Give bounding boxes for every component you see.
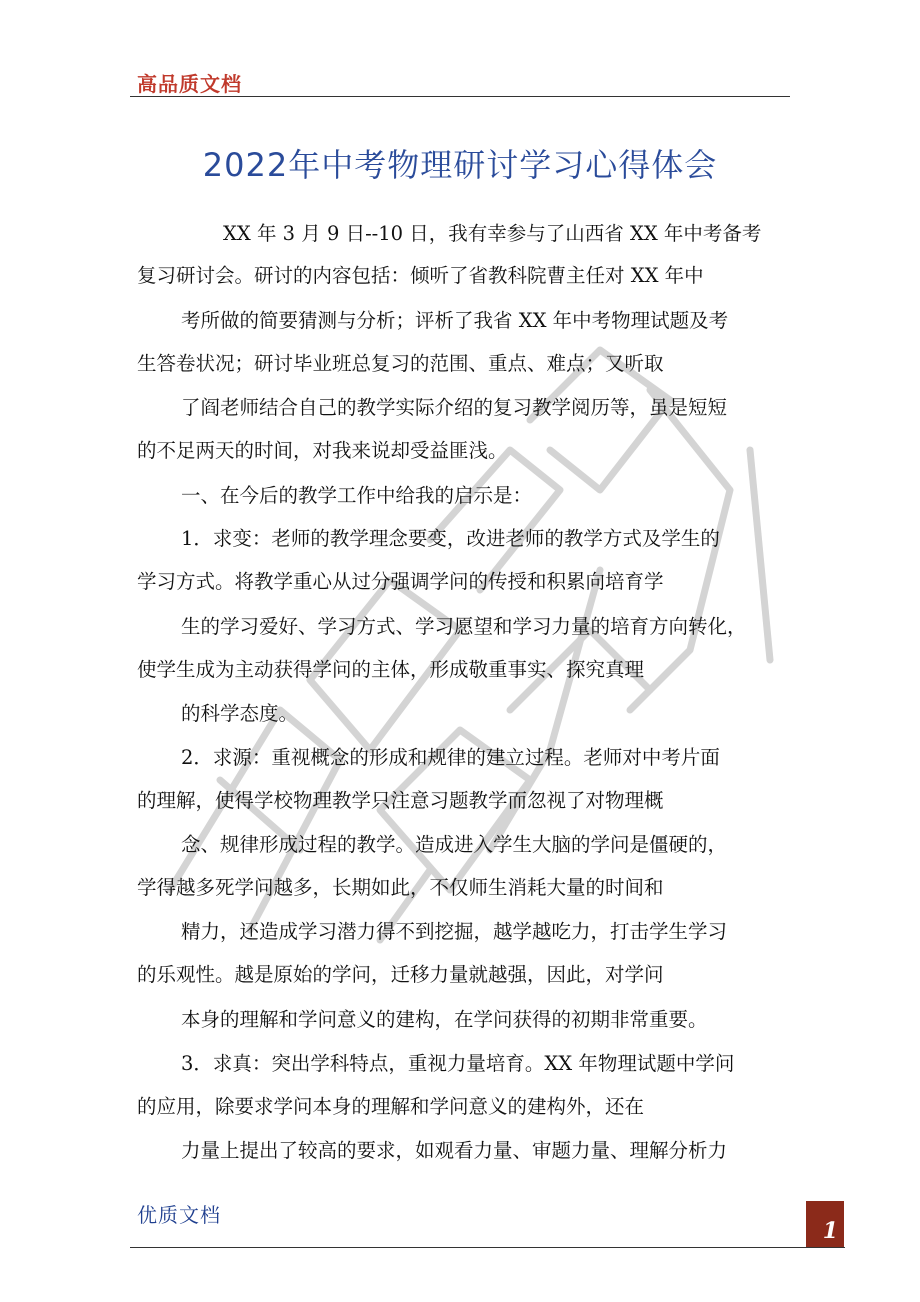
body-line: 力量上提出了较高的要求，如观看力量、审题力量、理解分析力 (181, 1139, 728, 1162)
body-line: 的科学态度。 (181, 702, 299, 725)
body-line: 念、规律形成过程的教学。造成进入学生大脑的学问是僵硬的， (181, 833, 728, 856)
body-line: 生答卷状况；研讨毕业班总复习的范围、重点、难点；又听取 (137, 352, 664, 375)
body-line: 学得越多死学问越多，长期如此，不仅师生消耗大量的时间和 (137, 876, 664, 899)
body-line: 3．求真：突出学科特点，重视力量培育。XX 年物理试题中学问 (181, 1052, 735, 1075)
body-line: 精力，还造成学习潜力得不到挖掘，越学越吃力，打击学生学习 (181, 920, 728, 943)
body-line: 生的学习爱好、学习方式、学习愿望和学习力量的培育方向转化， (181, 615, 747, 638)
page-number-badge (806, 1201, 844, 1247)
body-line: XX 年 3 月 9 日--10 日，我有幸参与了山西省 XX 年中考备考 (223, 222, 762, 245)
footer-label: 优质文档 (137, 1203, 221, 1227)
body-line: 本身的理解和学问意义的建构，在学问获得的初期非常重要。 (181, 1008, 708, 1031)
page-number: 1 (822, 1218, 838, 1244)
body-line: 1．求变：老师的教学理念要变，改进老师的教学方式及学生的 (181, 527, 720, 550)
body-line: 了阎老师结合自己的教学实际介绍的复习教学阅历等，虽是短短 (181, 396, 728, 419)
footer-divider (130, 1247, 845, 1248)
body-line: 的理解，使得学校物理教学只注意习题教学而忽视了对物理概 (137, 789, 664, 812)
body-line: 考所做的简要猜测与分析；评析了我省 XX 年中考物理试题及考 (181, 309, 729, 332)
body-line: 的乐观性。越是原始的学问，迁移力量就越强，因此，对学问 (137, 963, 664, 986)
body-line: 使学生成为主动获得学问的主体，形成敬重事实、探究真理 (137, 658, 645, 681)
body-line: 2．求源：重视概念的形成和规律的建立过程。老师对中考片面 (181, 746, 720, 769)
header-label: 高品质文档 (137, 72, 242, 96)
body-line: 学习方式。将教学重心从过分强调学问的传授和积累向培育学 (137, 570, 664, 593)
body-line: 一、在今后的教学工作中给我的启示是： (181, 484, 533, 507)
body-line: 复习研讨会。研讨的内容包括：倾听了省教科院曹主任对 XX 年中 (137, 264, 704, 287)
body-line: 的应用，除要求学问本身的理解和学问意义的建构外，还在 (137, 1095, 645, 1118)
body-line: 的不足两天的时间，对我来说却受益匪浅。 (137, 439, 508, 462)
document-title: 2022年中考物理研讨学习心得体会 (202, 146, 718, 184)
